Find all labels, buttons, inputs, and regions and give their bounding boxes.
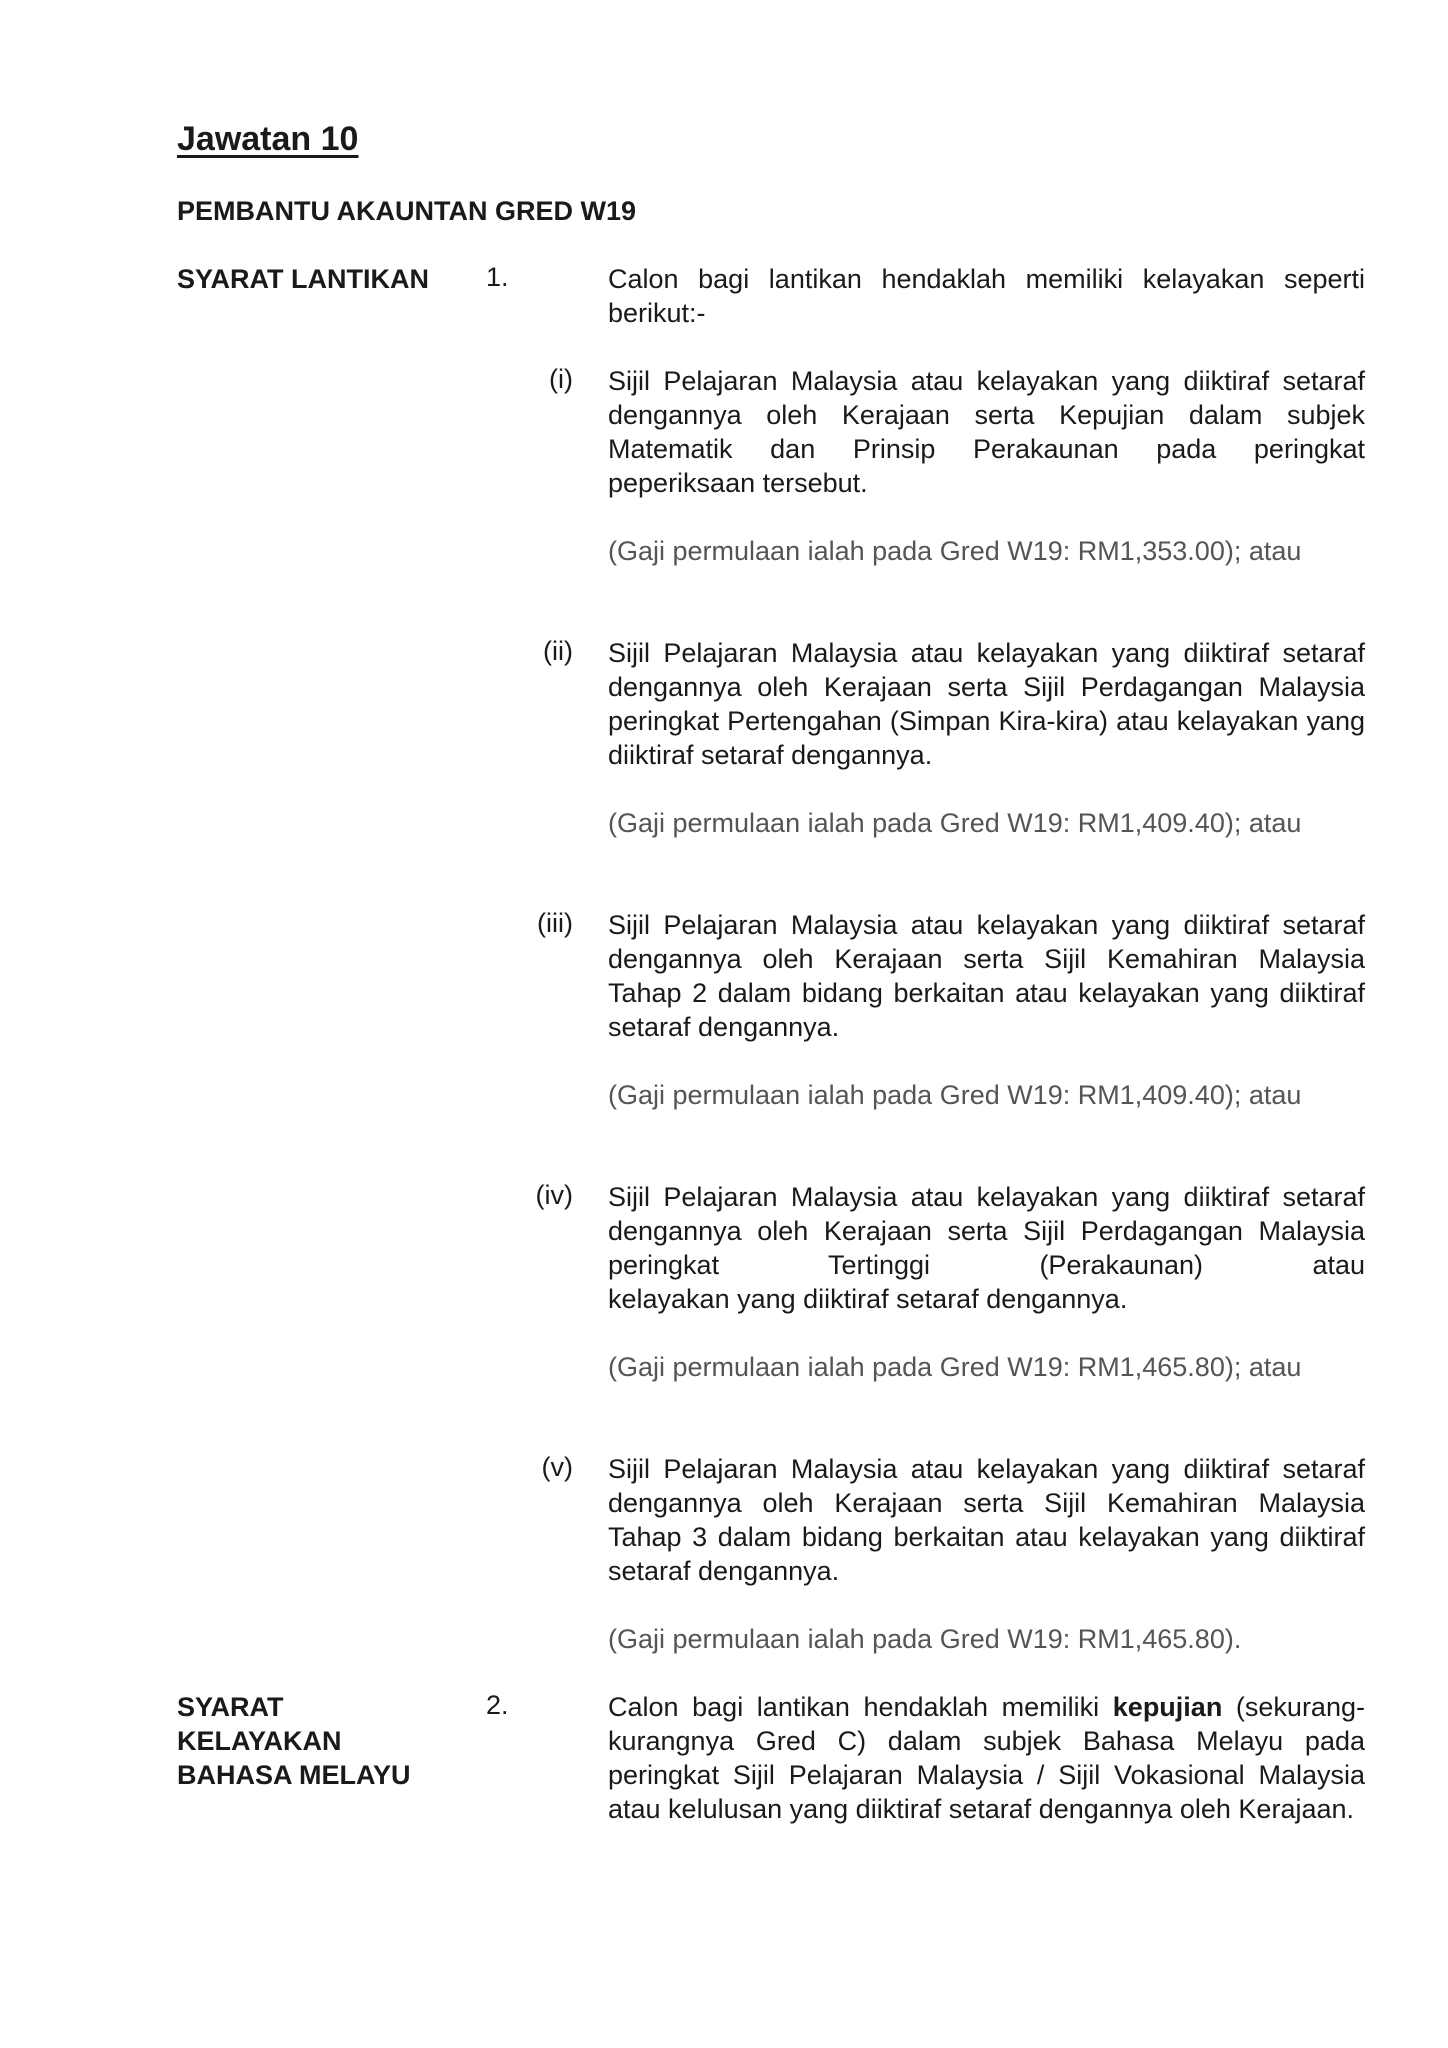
section-label-line: KELAYAKAN [177,1726,342,1756]
item-marker-iv: (iv) [535,1180,573,1210]
item-marker-v: (v) [541,1452,573,1482]
item-marker-iii: (iii) [537,908,573,938]
item-salary-ii: (Gaji permulaan ialah pada Gred W19: RM1,409.40); atau [608,808,1302,838]
section-label-bahasa-melayu [177,1690,411,1792]
item-text-ii: Sijil Pelajaran Malaysia atau kelayakan yang diiktiraf setaraf dengannya oleh Kerajaan serta Sijil Perdagangan Malaysia peringkat Pertengahan (Simpan Kira-kira) atau kelayakan yang diiktiraf setaraf dengannya. [608,638,1365,770]
item-marker-ii: (ii) [543,636,573,666]
item-text-iii: Sijil Pelajaran Malaysia atau kelayakan yang diiktiraf setaraf dengannya oleh Kerajaan serta Sijil Kemahiran Malaysia Tahap 2 dalam bidang berkaitan atau kelayakan yang diiktiraf setaraf dengannya. [608,910,1365,1042]
item-marker-i: (i) [549,364,573,394]
section-label-line: SYARAT [177,1692,284,1722]
item-salary-iii: (Gaji permulaan ialah pada Gred W19: RM1,409.40); atau [608,1080,1302,1110]
item-text-v: Sijil Pelajaran Malaysia atau kelayakan yang diiktiraf setaraf dengannya oleh Kerajaan serta Sijil Kemahiran Malaysia Tahap 3 dalam bidang berkaitan atau kelayakan yang diiktiraf setaraf dengannya. [608,1454,1365,1586]
item-salary-iv: (Gaji permulaan ialah pada Gred W19: RM1,465.80); atau [608,1352,1302,1382]
section2-text [608,1690,1365,1826]
item-text-i: Sijil Pelajaran Malaysia atau kelayakan yang diiktiraf setaraf dengannya oleh Kerajaan serta Kepujian dalam subjek Matematik dan Prinsip Perakaunan pada peringkat peperiksaan tersebut. [608,366,1365,498]
section1-intro: Calon bagi lantikan hendaklah memiliki kelayakan seperti berikut:- [608,264,1365,328]
section2-text-before: Calon bagi lantikan hendaklah memiliki [608,1692,1100,1722]
section-label-syarat-lantikan: SYARAT LANTIKAN [177,264,430,294]
section-label-line: BAHASA MELAYU [177,1760,411,1790]
item-text-iv-part1: Sijil Pelajaran Malaysia atau kelayakan yang diiktiraf setaraf dengannya oleh Kerajaan serta Sijil Perdagangan Malaysia peringkat Tertinggi (Perakaunan) atau [608,1182,1365,1280]
section2-text-after: (sekurang-kurangnya Gred C) dalam subjek Bahasa Melayu pada peringkat Sijil Pelajaran Malaysia / Sijil Vokasional Malaysia atau kelulusan yang diiktiraf setaraf dengannya oleh Kerajaan. [608,1692,1365,1824]
item-text-iv-part2: kelayakan yang diiktiraf setaraf dengannya. [608,1284,1128,1314]
item-salary-v: (Gaji permulaan ialah pada Gred W19: RM1,465.80). [608,1624,1242,1654]
section-number-2: 2. [486,1690,509,1720]
position-title: PEMBANTU AKAUNTAN GRED W19 [177,196,636,226]
item-salary-i: (Gaji permulaan ialah pada Gred W19: RM1,353.00); atau [608,536,1302,566]
section2-text-bold: kepujian [1112,1692,1223,1722]
page-title: Jawatan 10 [177,120,359,158]
section-number-1: 1. [486,262,509,292]
